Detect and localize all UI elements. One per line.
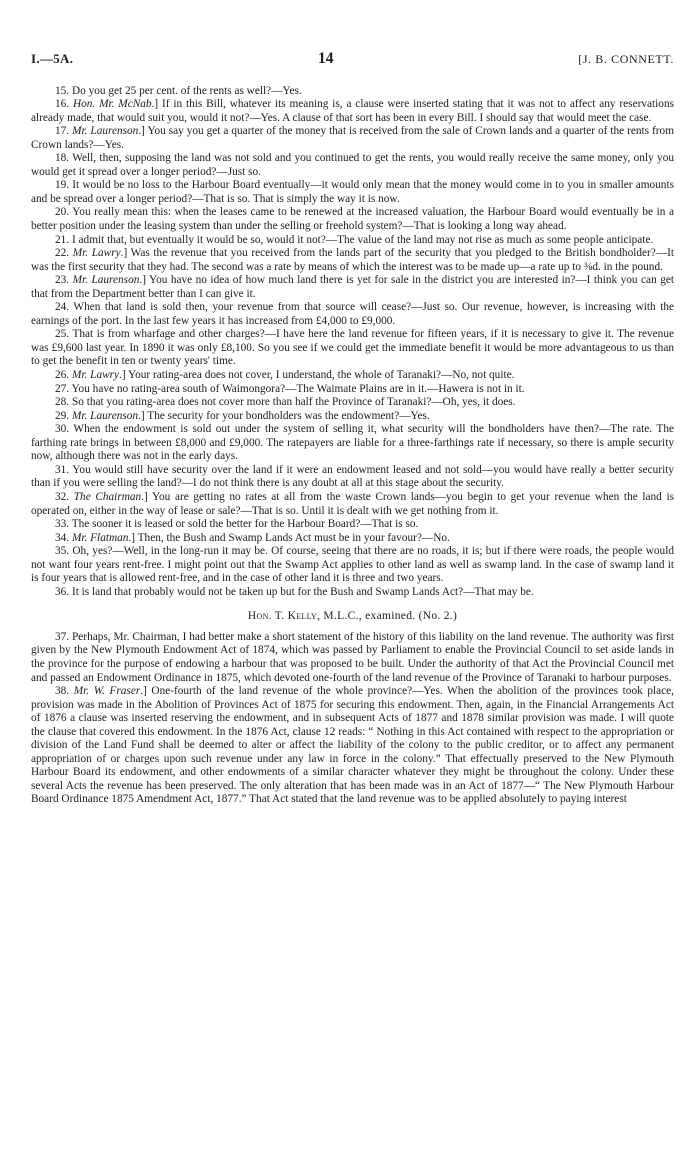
question-text: You say you get a quarter of the money that is received from the sale of Crown lands and a quarter of the rents from Crown lands?—Yes.: [31, 125, 674, 151]
speaker-label: 34. Mr. Flatman.]: [55, 531, 136, 544]
question-paragraph: [31, 396, 674, 410]
speaker-label: 26. Mr. Lawry.]: [55, 369, 126, 382]
speaker-name: Mr. Laurenson: [72, 274, 140, 287]
question-text: Your rating-area does not cover, I understand, the whole of Taranaki?—No, not quite.: [125, 369, 515, 382]
speaker-label: 22. Mr. Lawry.]: [55, 247, 128, 260]
question-paragraph: [31, 152, 674, 179]
question-paragraph: [31, 274, 674, 301]
speaker-name: Mr. Lawry: [71, 369, 120, 382]
speaker-label: 29. Mr. Laurenson.]: [55, 409, 145, 422]
question-text: 25. That is from wharfage and other charges?—I have here the land revenue for fifteen years, if it is necessary to give it. The revenue was £9,600 last year. In 1890 it was only £8,100. So you see if we could get the immediate benefit it would be more advantageous to us than to get the benefit in ten or twenty years' time.: [31, 328, 674, 368]
question-text: 37. Perhaps, Mr. Chairman, I had better make a short statement of the history of this liability on the land revenue. The authority was first given by the New Plymouth Endowment Act of 1874, which was passed by Parliament to enable the Provincial Council to set aside lands in the province for the purpose of endowing a harbour that was proposed to be built. Under the authority of that Act the Provincial Council met and passed an Endowment Ordinance in 1875, which devoted one-fourth of the land revenue of the Province of Taranaki to harbour purposes.: [31, 630, 674, 684]
question-paragraph: [31, 685, 674, 807]
speaker-name: Mr. Flatman: [71, 531, 129, 544]
speaker-name: Hon. Mr. McNab: [72, 98, 152, 111]
question-text: 31. You would still have security over the land if it were an endowment leased and not sold—you would have really a better security than if you were selling the land?—I do not think there is any doubt at all at this stage about the security.: [31, 463, 674, 490]
question-text: 24. When that land is sold then, your revenue from that source will cease?—Just so. Our revenue, however, is increasing with the earnings of the port. In the last few years it has increased from £4,000 to £9,000.: [31, 301, 674, 327]
question-text: 27. You have no rating-area south of Waimongora?—The Waimate Plains are in it.—Hawera is not in it.: [55, 382, 525, 395]
question-paragraph: [31, 85, 674, 99]
page-header: [31, 52, 674, 67]
question-paragraph: [31, 491, 674, 518]
speaker-name: Mr. Lawry: [72, 247, 121, 260]
question-text: 20. You really mean this: when the leases came to be renewed at the increased valuation, the Harbour Board would eventually be in a better position under the leasing system than under the selling or freehold system?—That is looking a long way ahead.: [31, 206, 674, 233]
question-paragraph: [31, 98, 674, 125]
question-text: 18. Well, then, supposing the land was not sold and you continued to get the rents, you would really receive the same money, only you would get it spread over a longer period?—Just so.: [31, 152, 674, 178]
speaker-label: 32. The Chairman.]: [55, 490, 148, 503]
question-paragraph: [31, 301, 674, 328]
question-text: 33. The sooner it is leased or sold the better for the Harbour Board?—That is so.: [55, 518, 419, 531]
question-paragraph: [31, 586, 674, 600]
speaker-name: The Chairman: [73, 490, 142, 503]
witness-heading: [31, 610, 674, 624]
question-text: 19. It would be no loss to the Harbour Board eventually—it would only mean that the money would come in to you in smaller amounts and be spread over a longer period?—That is so. That is simply the way it is now.: [31, 179, 674, 205]
speaker-label: 16. Hon. Mr. McNab.]: [55, 98, 159, 111]
question-text: 15. Do you get 25 per cent. of the rents as well?—Yes.: [55, 84, 302, 97]
question-text: You are getting no rates at all from the waste Crown lands—you begin to get your revenue when the land is operated on, either in the way of lease or sale?—That is so. Until it is dealt with we get nothing from it.: [31, 490, 674, 517]
evidence-block-connett: [31, 85, 674, 600]
witness-heading-name: Hon. T. Kelly, M.L.C.,: [247, 610, 362, 623]
speaker-label: 23. Mr. Laurenson.]: [55, 274, 146, 287]
question-text: Then, the Bush and Swamp Lands Act must be in your favour?—No.: [135, 531, 450, 544]
question-paragraph: [31, 423, 674, 464]
question-paragraph: [31, 125, 674, 152]
question-text: You have no idea of how much land there is yet for sale in the district you are interested in?—I think you can get that from the Department better than I can give it.: [31, 274, 674, 300]
question-paragraph: [31, 328, 674, 369]
question-paragraph: [31, 383, 674, 397]
question-text: 21. I admit that, but eventually it would be so, would it not?—The value of the land may not rise as much as some people anticipate.: [55, 233, 654, 246]
question-paragraph: [31, 179, 674, 206]
question-text: Was the revenue that you received from the lands part of the security that you pledged to the British bondholder?—It was the first security that they had. The second was a rate by means of which the interest was to be made up—a rate up to ⅜d. in the pound.: [31, 247, 674, 273]
report-reference: I.—5A.: [31, 51, 74, 66]
witness-name: [J. B. CONNETT.: [578, 52, 674, 66]
question-text: 28. So that you rating-area does not cover more than half the Province of Taranaki?—Oh, yes, it does.: [55, 396, 516, 409]
question-paragraph: [31, 206, 674, 233]
question-paragraph: [31, 369, 674, 383]
speaker-label: 17. Mr. Laurenson.]: [55, 125, 145, 138]
question-text: 30. When the endowment is sold out under the system of selling it, what security will the bondholders have then?—The rate. The farthing rate brings in between £8,000 and £9,000. The ratepayers are liable for a three-farthings rate if necessary, so there is ample security now, although there was not in the early days.: [31, 423, 674, 463]
question-paragraph: [31, 464, 674, 491]
question-text: One-fourth of the land revenue of the whole province?—Yes. When the abolition of the provinces took place, provision was made in the Abolition of Provinces Act of 1875 for securing this endowment. Then, again, in the Financial Arrangements Act of 1876 a clause was inserted reserving the endowment, and in subsequent Acts of 1877 and 1878 similar provision was made. I will quote the clause that covered this endowment. In the 1876 Act, clause 12 reads: “ Nothing in this Act contained with respect to the appropriation or division of the Land Fund shall be deemed to alter or affect the liability of the colony to the public creditor, or to affect any permanent appropriation of or charges upon such revenue under any law in force in the colony.” That effectually preserved to the New Plymouth Harbour Board its endowment, and other endowments of a similar character whatever they might be throughout the colony. Under these several Acts the revenue has been preserved. The only alteration that has been made was in an Act of 1877—“ The New Plymouth Harbour Board Ordinance 1875 Amendment Act, 1877.” That Act stated that the land revenue was to be applied absolutely to paying interest: [31, 685, 674, 806]
question-text: If in this Bill, whatever its meaning is, a clause were inserted stating that it was not to affect any reservations already made, that would suit you, would it not?—Yes. A clause of that sort has been in every Bill. I should say that would meet the case.: [31, 98, 674, 124]
question-text: 36. It is land that probably would not be taken up but for the Bush and Swamp Lands Act?—That may be.: [55, 585, 534, 598]
question-paragraph: [31, 631, 674, 685]
question-paragraph: [31, 532, 674, 546]
question-paragraph: [31, 545, 674, 586]
speaker-name: Mr. Laurenson: [71, 409, 139, 422]
question-paragraph: [31, 410, 674, 424]
speaker-label: 38. Mr. W. Fraser.]: [55, 685, 147, 698]
question-text: 35. Oh, yes?—Well, in the long-run it may be. Of course, seeing that there are no roads, it is; but if there were roads, the people would not want four years rent-free. I might point out that the Swamp Act applies to other land as well as swamp land. In the case of swamp land it is four years that is allowed rent-free, and in the case of other land it is three and two years.: [31, 545, 674, 585]
page-number: 14: [317, 50, 334, 67]
witness-heading-suffix: examined. (No. 2.): [365, 610, 458, 623]
question-paragraph: [31, 234, 674, 248]
question-text: The security for your bondholders was the endowment?—Yes.: [144, 409, 430, 422]
speaker-name: Mr. Laurenson: [72, 125, 139, 138]
evidence-block-kelly: [31, 631, 674, 807]
question-paragraph: [31, 247, 674, 274]
question-paragraph: [31, 518, 674, 532]
speaker-name: Mr. W. Fraser: [73, 685, 141, 698]
